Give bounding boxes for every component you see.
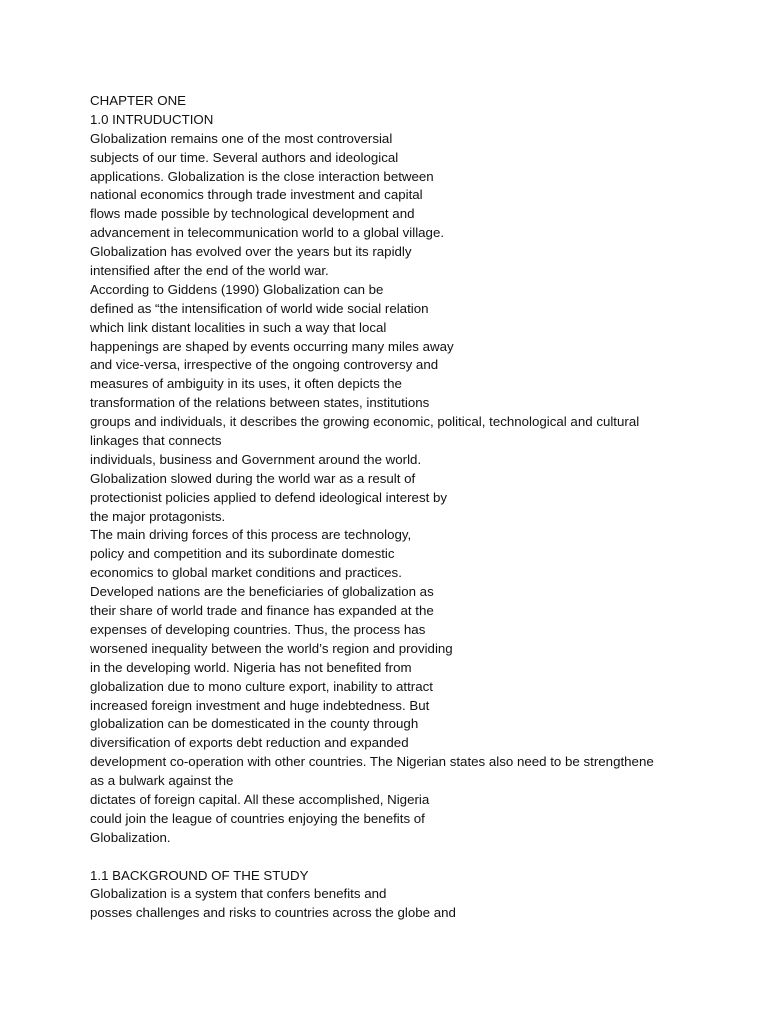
text-line: Globalization is a system that confers benefits and (90, 886, 387, 902)
text-line: development co-operation with other countries. The Nigerian states also need to be strengthene (90, 754, 654, 770)
text-line: their share of world trade and finance has expanded at the (90, 603, 434, 619)
chapter-heading: CHAPTER ONE (90, 93, 187, 108)
text-line: defined as “the intensification of world wide social relation (90, 300, 429, 316)
text-line: dictates of foreign capital. All these accomplished, Nigeria (90, 791, 430, 807)
text-line: groups and individuals, it describes the growing economic, political, technological and cultural (90, 414, 640, 430)
section-heading-introduction: 1.0 INTRUDUCTION (90, 111, 214, 127)
text-line: measures of ambiguity in its uses, it often depicts the (90, 376, 402, 392)
text-line: increased foreign investment and huge indebtedness. But (90, 697, 430, 713)
text-line: happenings are shaped by events occurring many miles away (90, 338, 454, 354)
text-line: advancement in telecommunication world to a global village. (90, 225, 445, 241)
text-line: transformation of the relations between states, institutions (90, 395, 430, 411)
text-line: policy and competition and its subordinate domestic (90, 546, 395, 562)
text-line: applications. Globalization is the close interaction between (90, 168, 434, 184)
text-line: in the developing world. Nigeria has not benefited from (90, 659, 412, 675)
text-line: worsened inequality between the world’s region and providing (90, 640, 453, 656)
text-line: According to Giddens (1990) Globalization can be (90, 281, 384, 297)
text-line: The main driving forces of this process are technology, (90, 527, 412, 543)
text-line: national economics through trade investment and capital (90, 187, 423, 203)
text-line: individuals, business and Government around the world. (90, 451, 422, 467)
text-line: which link distant localities in such a way that local (90, 319, 387, 335)
text-line: expenses of developing countries. Thus, the process has (90, 621, 426, 637)
background-paragraph (90, 885, 750, 923)
text-line: and vice-versa, irrespective of the ongoing controversy and (90, 357, 439, 373)
section-heading-background: 1.1 BACKGROUND OF THE STUDY (90, 867, 309, 883)
text-line: diversification of exports debt reduction and expanded (90, 735, 409, 751)
introduction-paragraph (90, 130, 750, 848)
text-line: Globalization has evolved over the years but its rapidly (90, 244, 412, 260)
text-line: Globalization remains one of the most controversial (90, 130, 393, 146)
document-body (90, 92, 750, 923)
text-line: the major protagonists. (90, 508, 226, 524)
text-line: posses challenges and risks to countries across the globe and (90, 905, 456, 921)
text-line: globalization due to mono culture export, inability to attract (90, 678, 433, 694)
text-line: Developed nations are the beneficiaries of globalization as (90, 584, 434, 600)
text-line: economics to global market conditions and practices. (90, 565, 402, 581)
text-line: protectionist policies applied to defend ideological interest by (90, 489, 448, 505)
text-line: linkages that connects (90, 433, 222, 449)
text-line: Globalization. (90, 829, 171, 845)
text-line: flows made possible by technological development and (90, 206, 415, 222)
text-line: as a bulwark against the (90, 773, 234, 789)
text-line: globalization can be domesticated in the county through (90, 716, 419, 732)
paragraph-gap (90, 848, 750, 867)
text-line: intensified after the end of the world war. (90, 263, 329, 279)
text-line: could join the league of countries enjoying the benefits of (90, 810, 425, 826)
text-line: Globalization slowed during the world war as a result of (90, 470, 416, 486)
text-line: subjects of our time. Several authors and ideological (90, 149, 399, 165)
